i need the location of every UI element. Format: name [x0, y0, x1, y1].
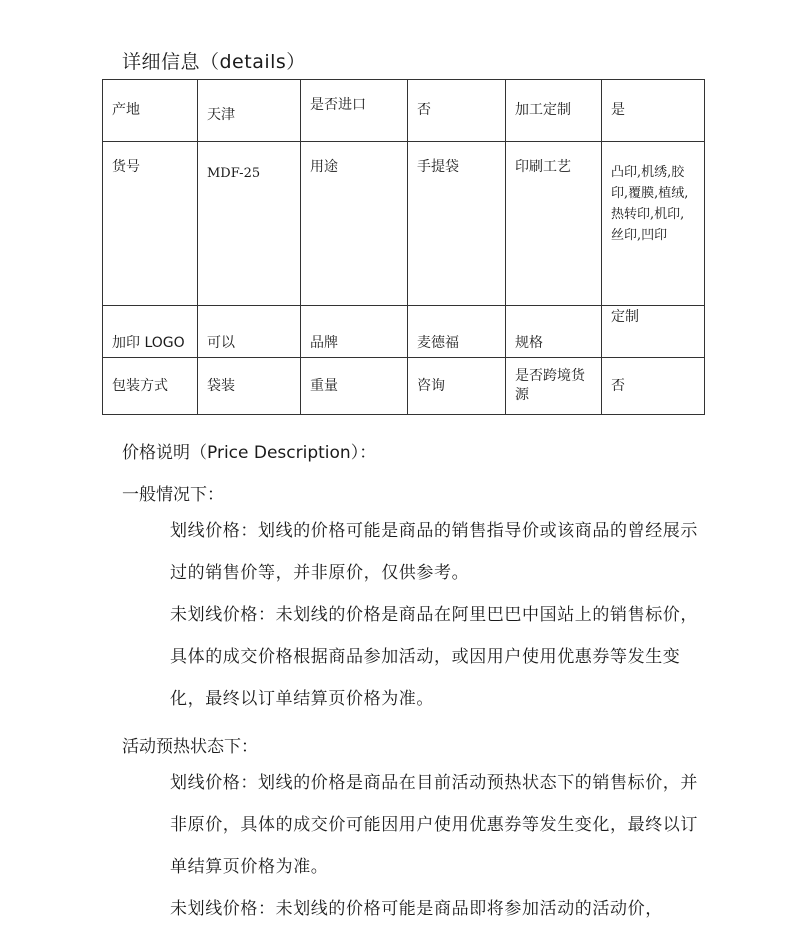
normal-condition-label: 一般情况下：	[122, 485, 224, 505]
label-custom-processing: 加工定制	[506, 80, 602, 142]
price-heading: 价格说明（Price Description）：	[122, 443, 377, 463]
value-cross-border: 否	[602, 358, 705, 415]
table-row	[103, 142, 705, 306]
value-item-number: MDF-25	[198, 142, 301, 306]
normal-strikethrough-paragraph: 划线价格：划线的价格可能是商品的销售指导价或该商品的曾经展示过的销售价等，并非原价，仅供参考。	[170, 521, 698, 583]
details-title: 详细信息（details）	[122, 51, 306, 73]
preheat-unstrikethrough-paragraph: 未划线价格：未划线的价格可能是商品即将参加活动的活动价，	[170, 899, 663, 919]
value-weight: 咨询	[408, 358, 506, 415]
normal-unstrikethrough-paragraph: 未划线价格：未划线的价格是商品在阿里巴巴中国站上的销售标价，具体的成交价格根据商品参加活动，或因用户使用优惠券等发生变化，最终以订单结算页价格为准。	[170, 605, 698, 709]
label-weight: 重量	[301, 358, 408, 415]
label-usage: 用途	[301, 142, 408, 306]
value-packaging: 袋装	[198, 358, 301, 415]
details-table	[102, 79, 705, 415]
table-row	[103, 80, 705, 142]
value-brand: 麦德福	[408, 306, 506, 358]
preheat-condition-label: 活动预热状态下：	[122, 737, 258, 757]
value-spec: 定制	[602, 306, 705, 358]
label-brand: 品牌	[301, 306, 408, 358]
label-spec: 规格	[506, 306, 602, 358]
value-printing-process: 凸印,机绣,胶印,覆膜,植绒,热转印,机印,丝印,凹印	[602, 142, 705, 306]
value-custom-processing: 是	[602, 80, 705, 142]
label-imported: 是否进口	[301, 80, 408, 142]
label-item-number: 货号	[103, 142, 198, 306]
label-origin: 产地	[103, 80, 198, 142]
value-origin: 天津	[198, 80, 301, 142]
preheat-strikethrough-paragraph: 划线价格：划线的价格是商品在目前活动预热状态下的销售标价，并非原价，具体的成交价可能因用户使用优惠券等发生变化，最终以订单结算页价格为准。	[170, 773, 698, 877]
value-logo-printing: 可以	[198, 306, 301, 358]
table-row	[103, 358, 705, 415]
label-cross-border: 是否跨境货源	[506, 358, 602, 415]
table-row	[103, 306, 705, 358]
label-packaging: 包装方式	[103, 358, 198, 415]
label-logo-printing: 加印 LOGO	[103, 306, 198, 358]
label-printing-process: 印刷工艺	[506, 142, 602, 306]
value-usage: 手提袋	[408, 142, 506, 306]
value-imported: 否	[408, 80, 506, 142]
